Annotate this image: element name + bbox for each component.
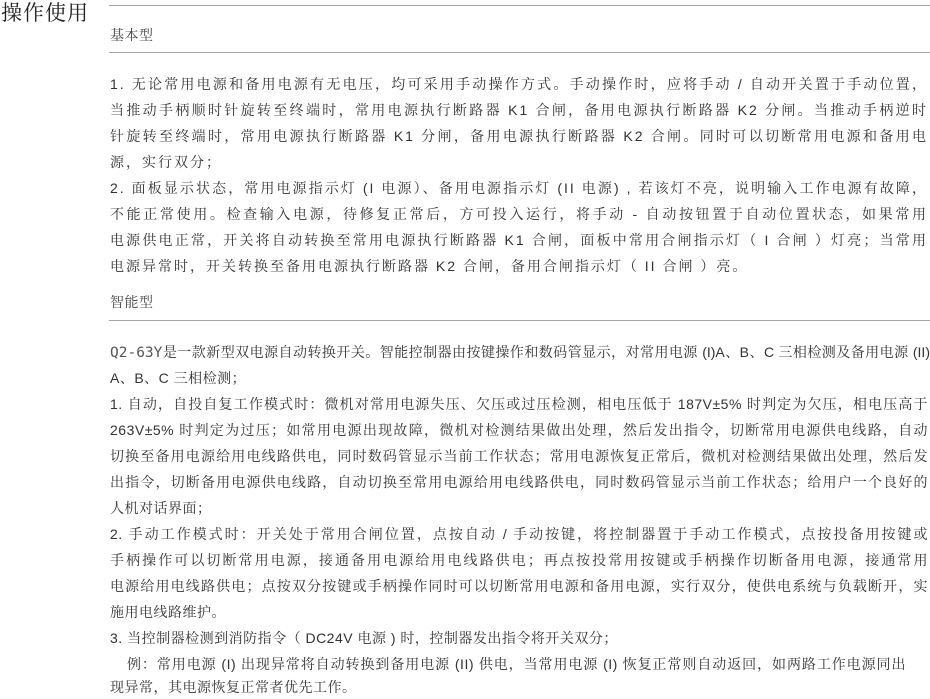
paragraph-line: 2. 手动工作模式时：开关处于常用合闸位置，点按自动 / 手动按键，将控制器置于手动工作模式，点按投备用按键或 — [110, 526, 928, 542]
section-heading-basic: 基本型 — [110, 27, 154, 43]
paragraph-line: 2. 面板显示状态，常用电源指示灯 (I 电源）、备用电源指示灯 (II 电源) , 若该灯不亮，说明输入工作电源有故障， — [110, 180, 928, 196]
paragraph-manual-mode — [110, 521, 930, 625]
intro-text: 是一款新型双电源自动转换开关。智能控制器由按键操作和数码管显示，对常用电源 (I)A、B、C 三相检测及备用电源 (II) — [162, 344, 930, 360]
paragraph-line: 例：常用电源 (I) 出现异常将自动转换到备用电源 (II) 供电，当常用电源 (I) 恢复正常则自动返回，如两路工作电源同出 — [127, 656, 906, 672]
paragraph-line: 电源异常时，开关转换至备用电源执行断路器 K2 合闸，备用合闸指示灯（ II 合闸 ）亮。 — [110, 258, 749, 274]
section-body-basic — [110, 71, 930, 279]
paragraph-line: A、B、C 三相检测； — [110, 370, 247, 386]
title-rule — [109, 5, 930, 6]
section-rule-intelligent — [109, 320, 930, 321]
paragraph-fire-signal — [110, 625, 930, 651]
paragraph-line: 手柄操作可以切断常用电源，接通备用电源给用电线路供电；再点按投常用按键或手柄操作切断备用电源，接通常用 — [110, 552, 928, 568]
paragraph-line: 人机对话界面； — [110, 500, 212, 516]
paragraph-line: 1. 无论常用电源和备用电源有无电压，均可采用手动操作方式。手动操作时，应将手动 / 自动开关置于手动位置， — [110, 76, 928, 92]
paragraph-intro — [110, 339, 930, 391]
paragraph-line: 263V±5% 时判定为过压；如常用电源出现故障，微机对检测结果做出处理，然后发出指令，切断常用电源供电线路，自动 — [110, 422, 928, 438]
paragraph-line: 电源给用电线路供电；点按双分按键或手柄操作同时可以切断常用电源和备用电源，实行双分，使供电系统与负载断开，实 — [110, 578, 928, 594]
paragraph-line: 3. 当控制器检测到消防指令（ DC24V 电源 ) 时，控制器发出指令将开关双分； — [110, 630, 618, 646]
paragraph-auto-mode — [110, 391, 930, 521]
page-title: 操作使用 — [1, 1, 89, 25]
paragraph-manual-operation — [110, 71, 930, 175]
paragraph-line: 电源供电正常，开关将自动转换至常用电源执行断路器 K1 合闸，面板中常用合闸指示灯（ I 合闸 ）灯亮；当常用 — [110, 232, 928, 248]
section-heading-intelligent: 智能型 — [110, 294, 154, 310]
paragraph-line: 现异常，其电源恢复正常者优先工作。 — [110, 679, 357, 695]
model-name: Q2-63Y — [110, 345, 163, 361]
paragraph-line: 切换至备用电源给用电线路供电，同时数码管显示当前工作状态；常用电源恢复正常后，微机对检测结果做出处理，然后发 — [110, 448, 928, 464]
paragraph-line: 出指令，切断备用电源供电线路，自动切换至常用电源给用电线路供电，同时数码管显示当前工作状态；给用户一个良好的 — [110, 474, 928, 490]
paragraph-line: 不能正常使用。检查输入电源，待修复正常后，方可投入运行，将手动 - 自动按钮置于自动位置状态，如果常用 — [110, 206, 928, 222]
paragraph-line: 1. 自动，自投自复工作模式时：微机对常用电源失压、欠压或过压检测，相电压低于 187V±5% 时判定为欠压，相电压高于 — [110, 396, 928, 412]
paragraph-panel-status — [110, 175, 930, 279]
paragraph-line: 源，实行双分； — [110, 154, 222, 170]
paragraph-line — [110, 339, 930, 365]
section-rule-basic — [109, 52, 930, 53]
paragraph-line: 当推动手柄顺时针旋转至终端时，常用电源执行断路器 K1 合闸，备用电源执行断路器 K2 分闸。当推动手柄逆时 — [110, 102, 928, 118]
paragraph-line: 针旋转至终端时，常用电源执行断路器 K1 分闸，备用电源执行断路器 K2 合闸。同时可以切断常用电源和备用电 — [110, 128, 928, 144]
section-body-intelligent — [110, 339, 930, 697]
paragraph-example — [110, 651, 930, 697]
paragraph-line: 施用电线路维护。 — [110, 604, 226, 620]
